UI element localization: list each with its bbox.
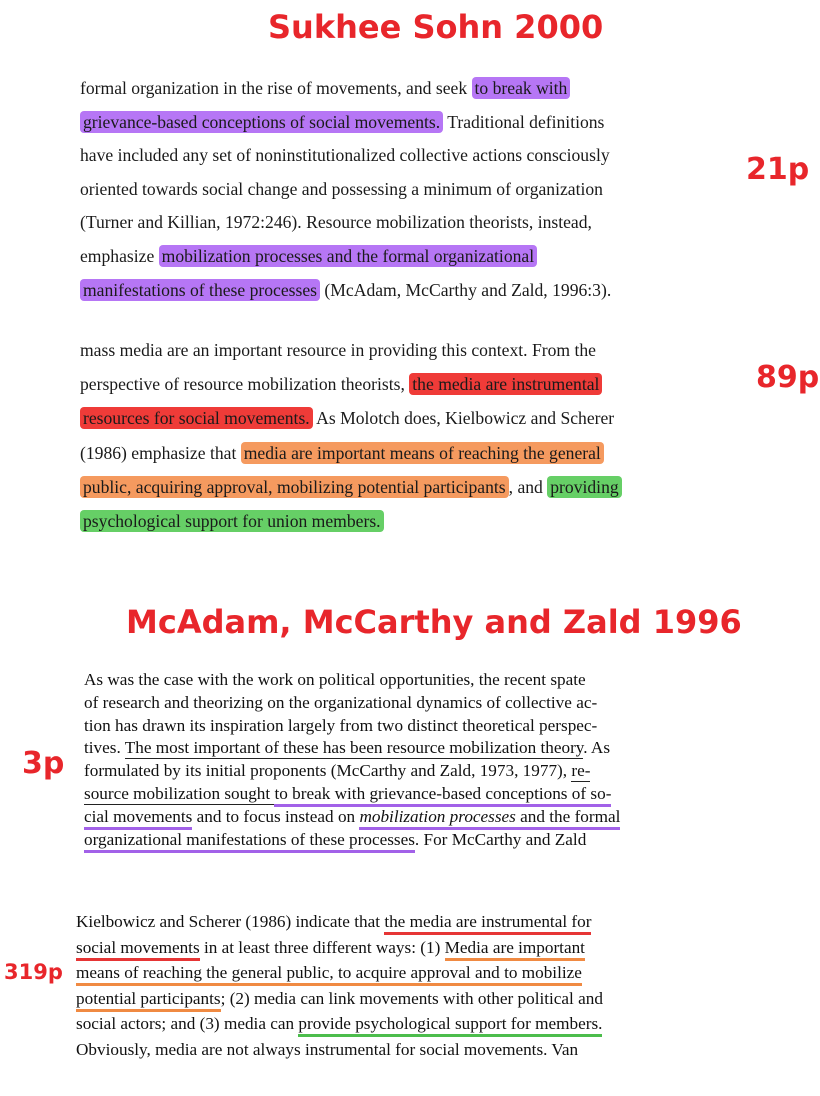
sohn-heading: Sukhee Sohn 2000	[268, 8, 604, 46]
text-line	[84, 691, 597, 714]
purple-highlight: mobilization processes and the formal organizational	[159, 245, 537, 267]
text-line	[84, 828, 586, 851]
text-line	[80, 371, 602, 397]
text-line	[80, 109, 604, 135]
text-line	[84, 736, 610, 759]
text-segment: Traditional definitions	[443, 111, 605, 132]
text-line	[80, 474, 622, 500]
orange-underline: Media are important	[445, 938, 585, 961]
text-line	[80, 142, 610, 168]
text-line	[84, 714, 597, 737]
green-highlight: providing	[547, 476, 621, 498]
sohn-page-number-b: 89p	[756, 360, 820, 395]
text-line	[76, 936, 585, 959]
red-underline: social movements	[76, 938, 200, 961]
text-segment: perspective of resource mobilization theorists,	[80, 374, 410, 395]
text-line	[76, 961, 582, 984]
red-highlight: the media are instrumental	[409, 373, 602, 395]
orange-highlight: public, acquiring approval, mobilizing potential participants	[80, 476, 509, 498]
text-line	[80, 176, 603, 202]
text-line	[76, 1012, 602, 1035]
black-underline: source mobilization sought	[84, 784, 275, 803]
text-segment: formulated by its initial proponents (McCarthy and Zald, 1973, 1977),	[84, 761, 572, 781]
text-segment: oriented towards social change and possessing a minimum of organization	[80, 178, 603, 199]
black-underline: The most important of these has been resource mobilization theory	[124, 738, 584, 758]
text-line	[80, 209, 592, 235]
red-highlight: resources for social movements.	[80, 407, 313, 429]
text-segment: (1986) emphasize that	[80, 442, 241, 463]
text-line	[80, 277, 611, 303]
text-segment: ; (2) media can link movements with other political and	[220, 988, 603, 1008]
purple-underline: and the formal	[516, 807, 621, 830]
sohn-page-number-a: 21p	[746, 152, 810, 187]
text-segment: (McAdam, McCarthy and Zald, 1996:3).	[320, 279, 612, 300]
text-segment: Obviously, media are not always instrumental for social movements. Van	[76, 1040, 579, 1059]
text-line	[80, 75, 570, 101]
text-line	[84, 782, 611, 805]
text-line	[80, 337, 596, 363]
text-segment: and to focus instead on	[192, 806, 360, 826]
text-segment: . For McCarthy and Zald	[414, 829, 587, 849]
text-segment: tion has drawn its inspiration largely from two distinct theoretical perspec-	[84, 715, 598, 735]
text-segment: emphasize	[80, 246, 159, 266]
purple-underline: mobilization processes	[359, 807, 515, 830]
text-segment: have included any set of noninstitutionalized collective actions consciously	[80, 145, 610, 166]
text-segment: As Molotch does, Kielbowicz and Scherer	[312, 408, 615, 429]
text-segment: As was the case with the work on political opportunities, the recent spate	[84, 670, 586, 689]
text-segment: mass media are an important resource in providing this context. From the	[80, 340, 596, 360]
purple-highlight: grievance-based conceptions of social movements.	[80, 111, 443, 133]
text-line	[80, 508, 384, 534]
text-line	[76, 987, 603, 1010]
text-line	[84, 805, 620, 828]
text-line	[76, 910, 591, 933]
text-line	[80, 243, 537, 269]
text-line	[84, 668, 586, 691]
orange-highlight: media are important means of reaching the general	[241, 442, 604, 464]
black-underline: re-	[571, 761, 591, 781]
text-segment: in at least three different ways: (1)	[199, 937, 445, 957]
text-segment: of research and theorizing on the organizational dynamics of collective ac-	[84, 692, 598, 712]
orange-underline: potential participants	[76, 989, 221, 1012]
text-line	[80, 405, 614, 431]
text-segment: Kielbowicz and Scherer (1986) indicate that	[76, 912, 385, 931]
red-underline: the media are instrumental for	[384, 912, 591, 935]
text-segment: tives.	[84, 738, 125, 758]
text-line	[76, 1038, 578, 1061]
green-underline: provide psychological support for members.	[298, 1014, 602, 1037]
mcadam-heading: McAdam, McCarthy and Zald 1996	[126, 603, 742, 641]
mcadam-page-number-a: 3p	[22, 746, 65, 781]
text-line	[80, 440, 604, 466]
text-line	[84, 759, 590, 782]
purple-underline: cial movements	[84, 807, 192, 830]
text-segment: . As	[583, 738, 611, 758]
mcadam-page-number-b: 319p	[4, 960, 63, 984]
orange-underline: means of reaching the general public, to acquire approval and to mobilize	[76, 963, 582, 986]
text-segment: social actors; and (3) media can	[76, 1014, 299, 1034]
purple-underline: to break with grievance-based conceptions of so-	[274, 784, 611, 807]
text-segment: formal organization in the rise of movements, and seek	[80, 78, 472, 98]
purple-underline: organizational manifestations of these processes	[84, 830, 415, 853]
text-segment: , and	[508, 476, 548, 497]
green-highlight: psychological support for union members.	[80, 510, 384, 532]
purple-highlight: manifestations of these processes	[80, 279, 320, 301]
purple-highlight: to break with	[472, 77, 571, 99]
text-segment: (Turner and Killian, 1972:246). Resource mobilization theorists, instead,	[80, 212, 592, 233]
